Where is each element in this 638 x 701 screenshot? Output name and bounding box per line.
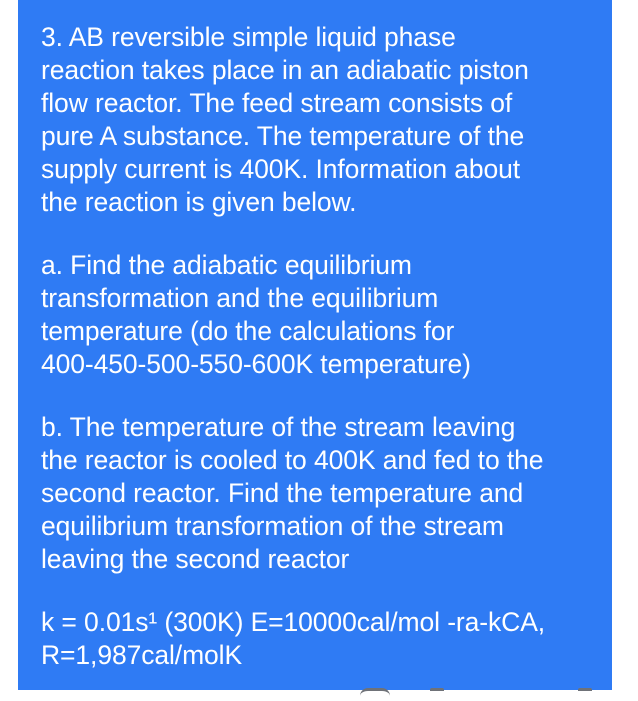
reaction-data: k = 0.01s¹ (300K) E=10000cal/mol -ra-kCA, R=1,987cal/molK: [41, 607, 546, 670]
question-part-a: a. Find the adiabatic equilibrium transformation and the equilibrium temperature (do the calculations for 400-450-500-550-600K temperature): [41, 250, 471, 379]
toolbar-icon-partial-1[interactable]: [360, 688, 390, 701]
question-part-b: b. The temperature of the stream leaving the reactor is cooled to 400K and fed to the second reactor. Find the temperature and equilibrium transformation of the stream leaving the second reactor: [41, 412, 544, 574]
toolbar-icon-partial-2[interactable]: [430, 688, 444, 701]
toolbar-icon-partial-3[interactable]: [578, 688, 592, 701]
message-bubble: [18, 0, 612, 700]
question-intro: 3. AB reversible simple liquid phase reaction takes place in an adiabatic piston flow reactor. The feed stream consists of pure A substance. The temperature of the supply current is 400K. Information about the reaction is given below.: [41, 22, 529, 217]
toolbar-icons-cropped: [330, 686, 630, 700]
